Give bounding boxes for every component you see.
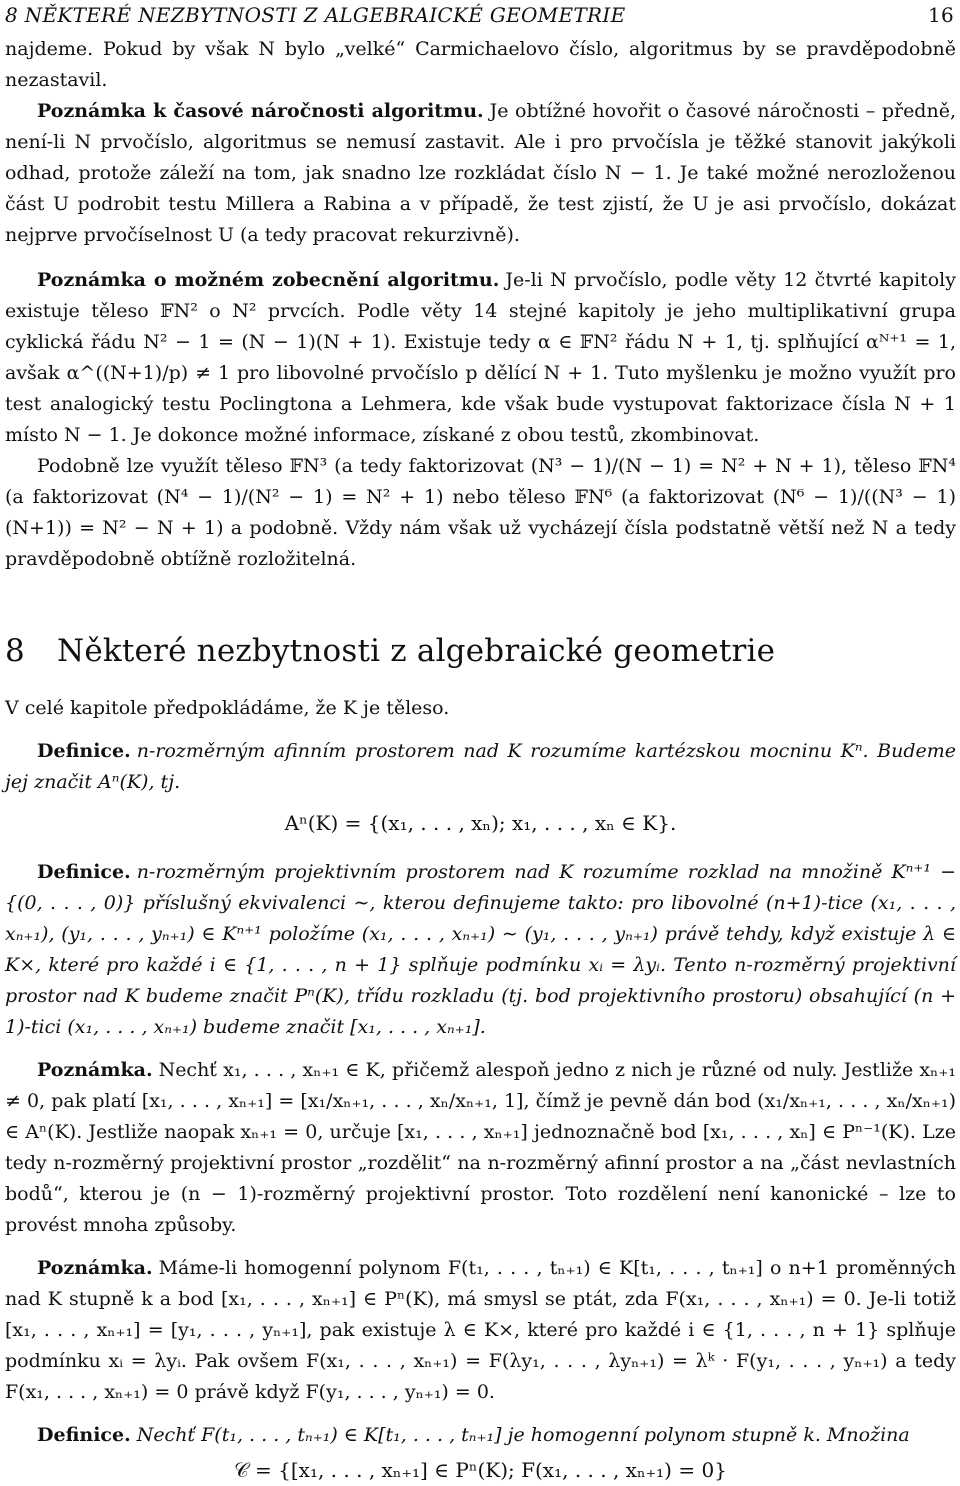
remark-generalization: Poznámka o možném zobecnění algoritmu. Je-li N prvočíslo, podle věty 12 čtvrté kapitoly existuje těleso 𝔽N² o N² prvcích. Podle věty 14 stejné kapitoly je jeho multiplikativní grupa cyklická řádu N² − 1 = (N − 1)(N + 1). Existuje tedy α ∈ 𝔽N² řádu N + 1, tj. splňující αᴺ⁺¹ = 1, avšak α^((N+1)/p) ≠ 1 pro libovolné prvočíslo p dělící N + 1. Tuto myšlenku je možno využít pro test analogický testu Poclingtona a Lehmera, kde však bude vystupovat faktorizace čísla N + 1 místo N − 1. Je dokonce možné informace, získané z obou testů, zkombinovat. — [5, 269, 956, 446]
remark-heading: Poznámka o možném zobecnění algoritmu. — [37, 269, 500, 291]
header-title: 8 NĚKTERÉ NEZBYTNOSTI Z ALGEBRAICKÉ GEOMETRIE — [5, 3, 626, 27]
section-intro: V celé kapitole předpokládáme, že K je těleso. — [5, 697, 450, 719]
remark-heading: Poznámka. — [37, 1257, 153, 1279]
definition-heading: Definice. — [37, 861, 131, 883]
remark-complexity: Poznámka k časové náročnosti algoritmu. Je obtížné hovořit o časové náročnosti – předně, není-li N prvočíslo, algoritmus se nemusí zastavit. Ale i pro prvočísla je těžké stanovit jakýkoli odhad, protože záleží na tom, jak snadno lze rozkládat číslo N − 1. Je také možné nerozloženou část U podrobit testu Millera a Rabina a v případě, že test zjistí, že U je asi prvočíslo, dokázat nejprve prvočíselnost U (a tedy pracovat rekurzivně). — [5, 100, 956, 246]
running-header — [5, 0, 956, 34]
paragraph-similarly: Podobně lze využít těleso 𝔽N³ (a tedy faktorizovat (N³ − 1)/(N − 1) = N² + N + 1), těleso 𝔽N⁴ (a faktorizovat (N⁴ − 1)/(N² − 1) = N² + 1) nebo těleso 𝔽N⁶ (a faktorizovat (N⁶ − 1)/((N³ − 1)(N+1)) = N² − N + 1) a podobně. Vždy nám však už vycházejí čísla podstatně větší než N a tedy pravděpodobně obtížně rozložitelná. — [5, 455, 956, 570]
remark-heading: Poznámka k časové náročnosti algoritmu. — [37, 100, 484, 122]
section-number: 8 — [5, 633, 25, 669]
section-title: Některé nezbytnosti z algebraické geometrie — [57, 633, 776, 669]
paragraph-continuation: najdeme. Pokud by však N bylo „velké“ Carmichaelovo číslo, algoritmus by se pravděpodobně nezastavil. — [5, 38, 956, 91]
remark-heading: Poznámka. — [37, 1059, 153, 1081]
display-formula-curve: 𝒞 = {[x₁, . . . , xₙ₊₁] ∈ Pⁿ(K); F(x₁, . . . , xₙ₊₁) = 0} — [234, 1458, 727, 1482]
definition-affine: Definice. n-rozměrným afinním prostorem nad K rozumíme kartézskou mocninu Kⁿ. Budeme jej značit Aⁿ(K), tj. — [5, 740, 956, 793]
definition-curve: Definice. Nechť F(t₁, . . . , tₙ₊₁) ∈ K[t₁, . . . , tₙ₊₁] je homogenní polynom stupně k. Množina — [37, 1424, 910, 1446]
remark-decomposition: Poznámka. Nechť x₁, . . . , xₙ₊₁ ∈ K, přičemž alespoň jedno z nich je různé od nuly. Jestliže xₙ₊₁ ≠ 0, pak platí [x₁, . . . , xₙ₊₁] = [x₁/xₙ₊₁, . . . , xₙ/xₙ₊₁, 1], čímž je pevně dán bod (x₁/xₙ₊₁, . . . , xₙ/xₙ₊₁) ∈ Aⁿ(K). Jestliže naopak xₙ₊₁ = 0, určuje [x₁, . . . , xₙ₊₁] jednoznačně bod [x₁, . . . , xₙ] ∈ Pⁿ⁻¹(K). Lze tedy n-rozměrný projektivní prostor „rozdělit“ na n-rozměrný afinní prostor a na „část nevlastních bodů“, kterou je (n − 1)-rozměrný projektivní prostor. Toto rozdělení není kanonické – lze to provést mnoha způsoby. — [5, 1059, 956, 1236]
remark-homogeneous: Poznámka. Máme-li homogenní polynom F(t₁, . . . , tₙ₊₁) ∈ K[t₁, . . . , tₙ₊₁] o n+1 proměnných nad K stupně k a bod [x₁, . . . , xₙ₊₁] ∈ Pⁿ(K), má smysl se ptát, zda F(x₁, . . . , xₙ₊₁) = 0. Je-li totiž [x₁, . . . , xₙ₊₁] = [y₁, . . . , yₙ₊₁], pak existuje λ ∈ K×, které pro každé i ∈ {1, . . . , n + 1} splňuje podmínku xᵢ = λyᵢ. Pak ovšem F(x₁, . . . , xₙ₊₁) = F(λy₁, . . . , λyₙ₊₁) = λᵏ · F(y₁, . . . , yₙ₊₁) a tedy F(x₁, . . . , xₙ₊₁) = 0 právě když F(y₁, . . . , yₙ₊₁) = 0. — [5, 1257, 956, 1403]
definition-heading: Definice. — [37, 740, 131, 762]
section-heading — [5, 631, 956, 671]
definition-projective: Definice. n-rozměrným projektivním prostorem nad K rozumíme rozklad na množině Kⁿ⁺¹ − {(0, . . . , 0)} příslušný ekvivalenci ∼, kterou definujeme takto: pro libovolné (n+1)-tice (x₁, . . . , xₙ₊₁), (y₁, . . . , yₙ₊₁) ∈ Kⁿ⁺¹ položíme (x₁, . . . , xₙ₊₁) ∼ (y₁, . . . , yₙ₊₁) právě tehdy, když existuje λ ∈ K×, které pro každé i ∈ {1, . . . , n + 1} splňuje podmínku xᵢ = λyᵢ. Tento n-rozměrný projektivní prostor nad K budeme značit Pⁿ(K), třídu rozkladu (tj. bod projektivního prostoru) obsahující (n + 1)-tici (x₁, . . . , xₙ₊₁) budeme značit [x₁, . . . , xₙ₊₁]. — [5, 861, 956, 1038]
display-formula-affine: Aⁿ(K) = {(x₁, . . . , xₙ); x₁, . . . , xₙ ∈ K}. — [284, 811, 677, 835]
page-number: 16 — [927, 3, 954, 27]
definition-heading: Definice. — [37, 1424, 131, 1446]
